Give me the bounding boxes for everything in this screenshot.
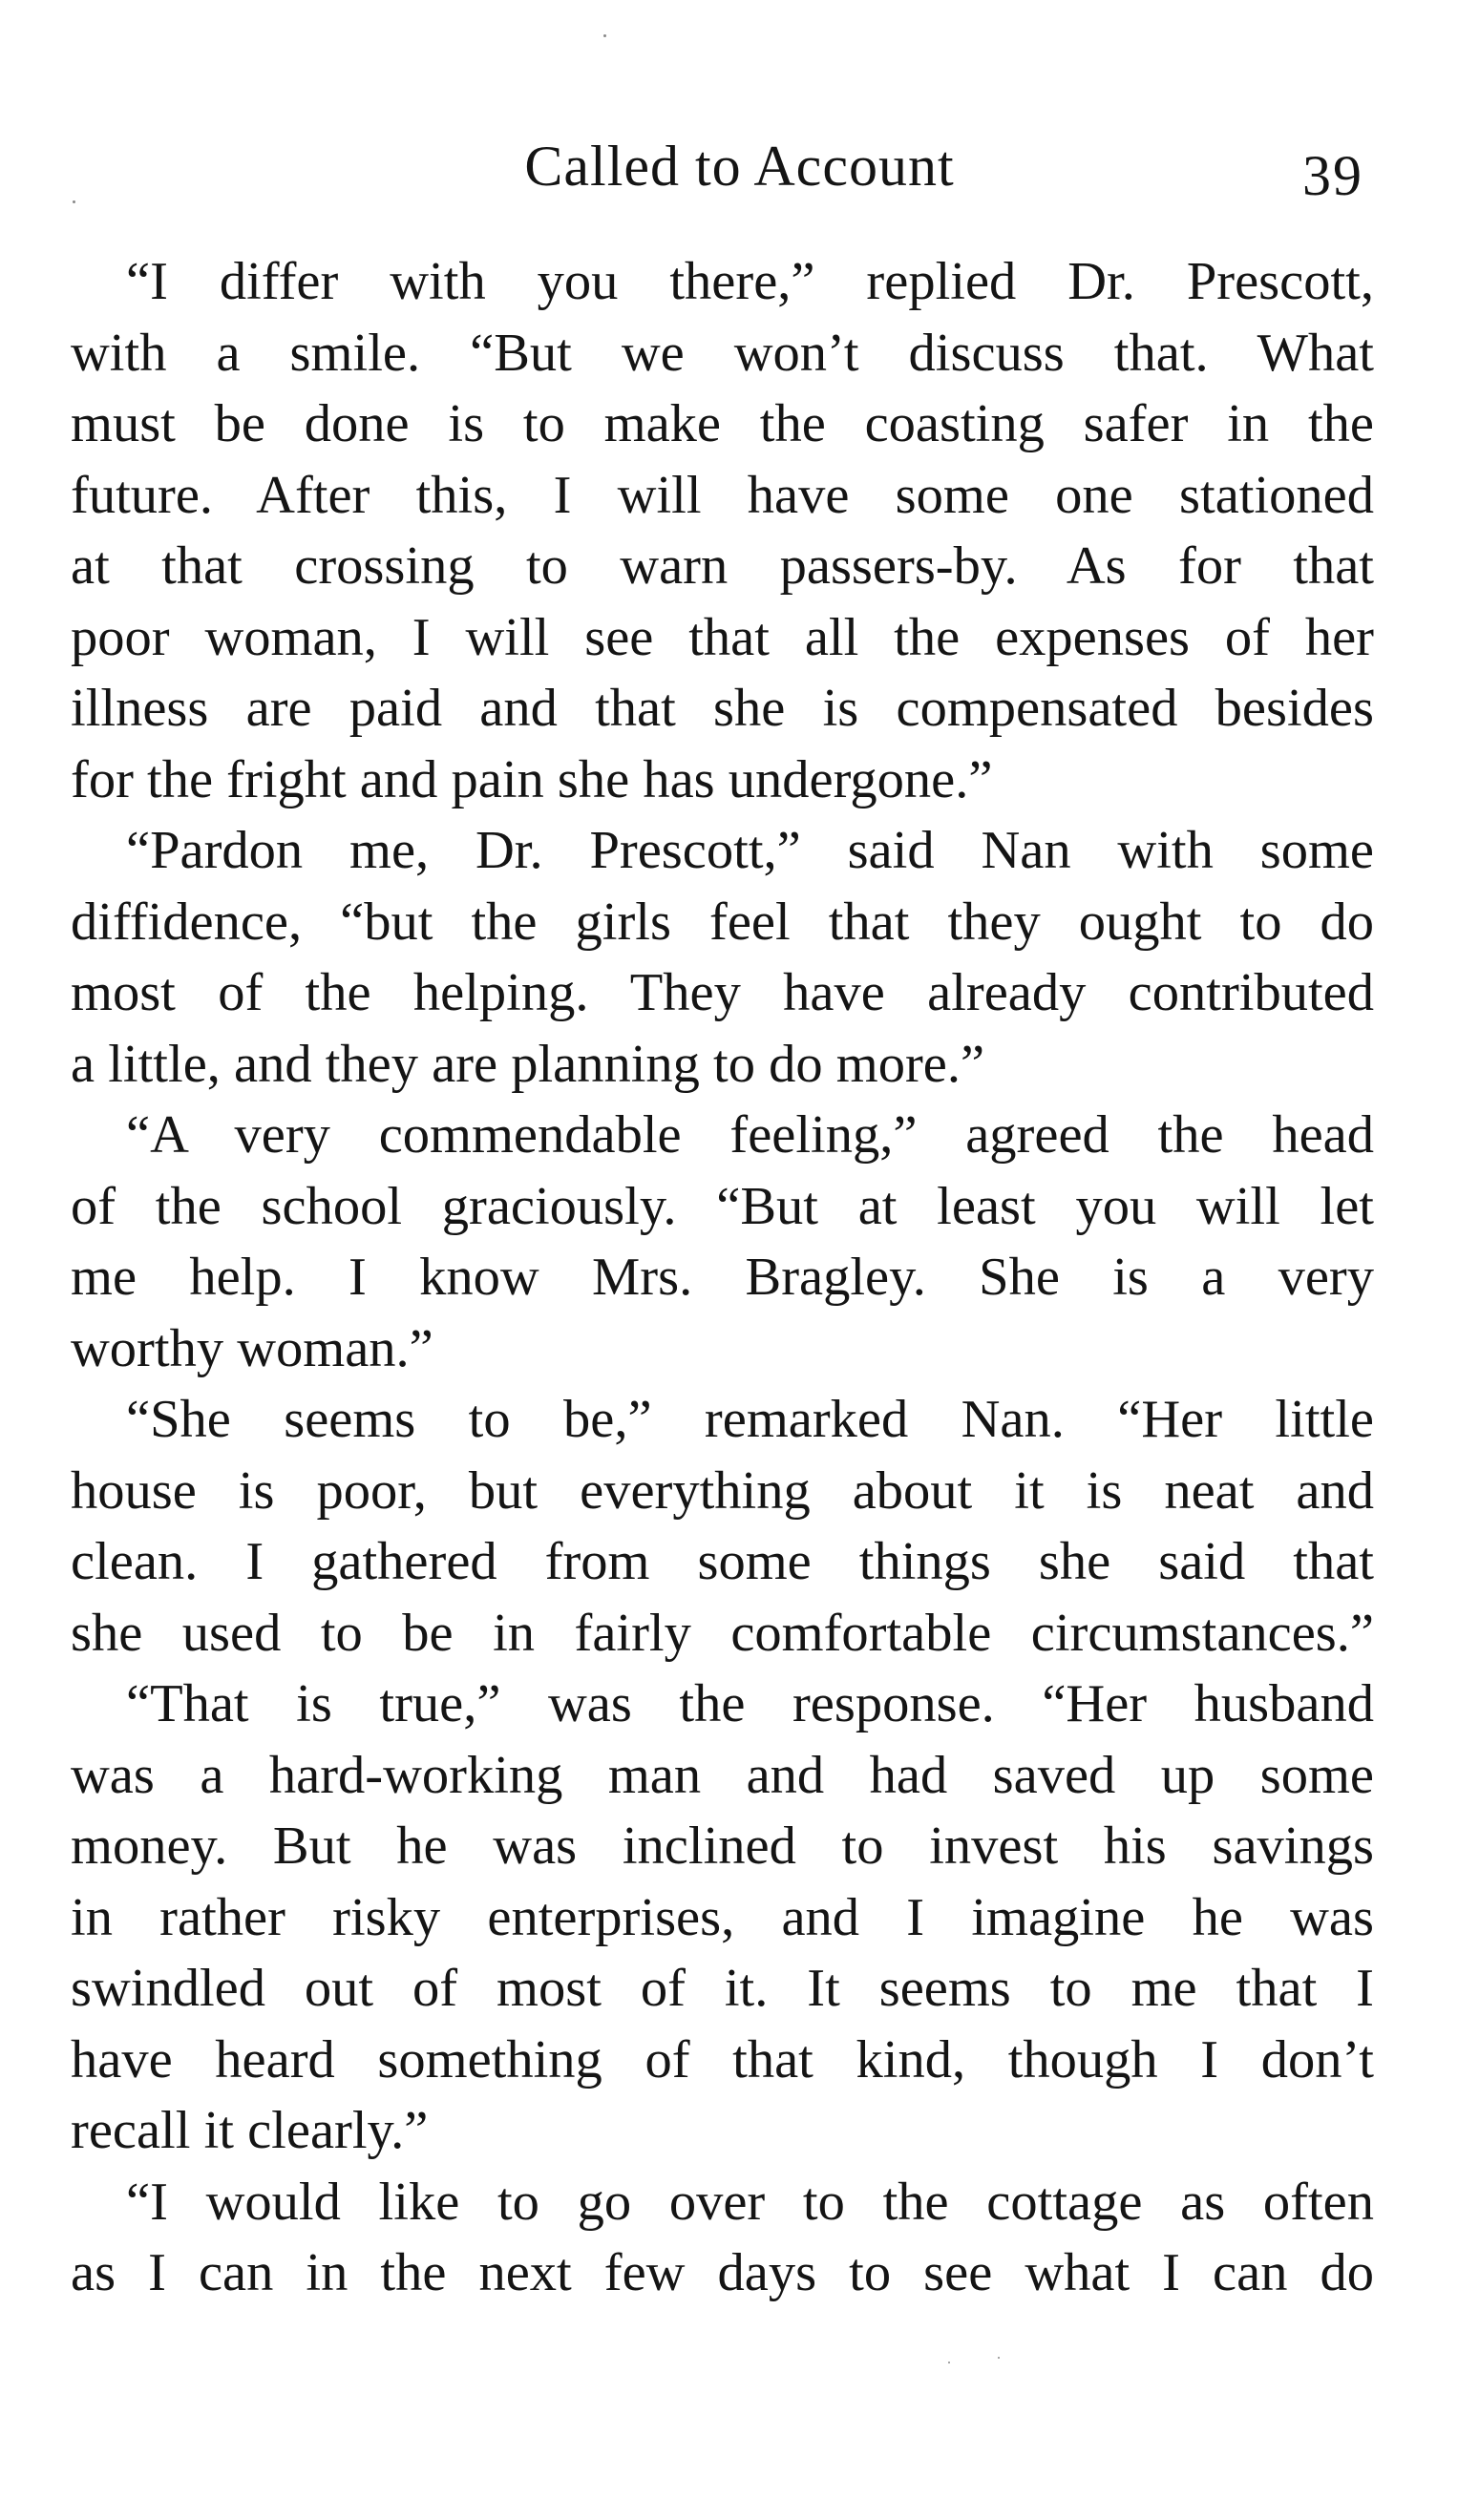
text-line: future. After this, I will have some one stationed bbox=[71, 465, 1374, 525]
text-line: most of the helping. They have already contributed bbox=[71, 963, 1374, 1022]
text-line: at that crossing to warn passers-by. As for that bbox=[71, 536, 1374, 596]
text-line: worthy woman.” bbox=[71, 1318, 433, 1378]
text-line: diffidence, “but the girls feel that they ought to do bbox=[71, 892, 1374, 952]
paragraph bbox=[71, 1100, 1374, 1384]
text-line: in rather risky enterprises, and I imagine he was bbox=[71, 1887, 1374, 1947]
text-line: “I would like to go over to the cottage as often bbox=[126, 2172, 1374, 2232]
scan-speck bbox=[998, 2357, 1000, 2359]
paragraph bbox=[71, 2167, 1374, 2309]
scan-speck bbox=[603, 34, 606, 37]
text-line: house is poor, but everything about it is neat and bbox=[71, 1460, 1374, 1521]
text-line: me help. I know Mrs. Bragley. She is a very bbox=[71, 1248, 1374, 1307]
text-line: was a hard-working man and had saved up some bbox=[71, 1745, 1374, 1805]
text-line: with a smile. “But we won’t discuss that. What bbox=[71, 323, 1374, 383]
text-line: “That is true,” was the response. “Her husband bbox=[126, 1674, 1374, 1733]
text-line: of the school graciously. “But at least you will let bbox=[71, 1176, 1374, 1236]
scan-speck bbox=[73, 200, 75, 203]
text-line: “Pardon me, Dr. Prescott,” said Nan with some bbox=[126, 821, 1374, 880]
text-line: poor woman, I will see that all the expenses of her bbox=[71, 607, 1374, 667]
text-line: for the fright and pain she has undergone.” bbox=[71, 749, 993, 809]
paragraph bbox=[71, 1384, 1374, 1669]
text-line: swindled out of most of it. It seems to me that I bbox=[71, 1959, 1374, 2018]
text-line: illness are paid and that she is compensated besides bbox=[71, 679, 1374, 738]
text-line: as I can in the next few days to see what I can do bbox=[71, 2243, 1374, 2302]
paragraph bbox=[71, 815, 1374, 1100]
running-head bbox=[0, 128, 1479, 207]
body-text bbox=[71, 246, 1374, 2309]
text-line: money. But he was inclined to invest his savings bbox=[71, 1816, 1374, 1876]
text-line: she used to be in fairly comfortable circumstances.” bbox=[71, 1603, 1374, 1663]
paragraph bbox=[71, 1669, 1374, 2167]
paragraph bbox=[71, 246, 1374, 815]
text-line: “A very commendable feeling,” agreed the head bbox=[126, 1105, 1374, 1165]
text-line: must be done is to make the coasting safer in the bbox=[71, 394, 1374, 453]
text-line: “I differ with you there,” replied Dr. Prescott, bbox=[126, 252, 1374, 311]
text-line: clean. I gathered from some things she said that bbox=[71, 1532, 1374, 1591]
chapter-running-title: Called to Account bbox=[524, 135, 955, 198]
text-line: recall it clearly.” bbox=[71, 2101, 429, 2160]
text-line: “She seems to be,” remarked Nan. “Her little bbox=[126, 1390, 1374, 1449]
text-line: a little, and they are planning to do more.” bbox=[71, 1034, 985, 1094]
scan-speck bbox=[948, 2362, 950, 2363]
text-line: have heard something of that kind, though I don’t bbox=[71, 2029, 1374, 2090]
page-number: 39 bbox=[1302, 144, 1363, 207]
